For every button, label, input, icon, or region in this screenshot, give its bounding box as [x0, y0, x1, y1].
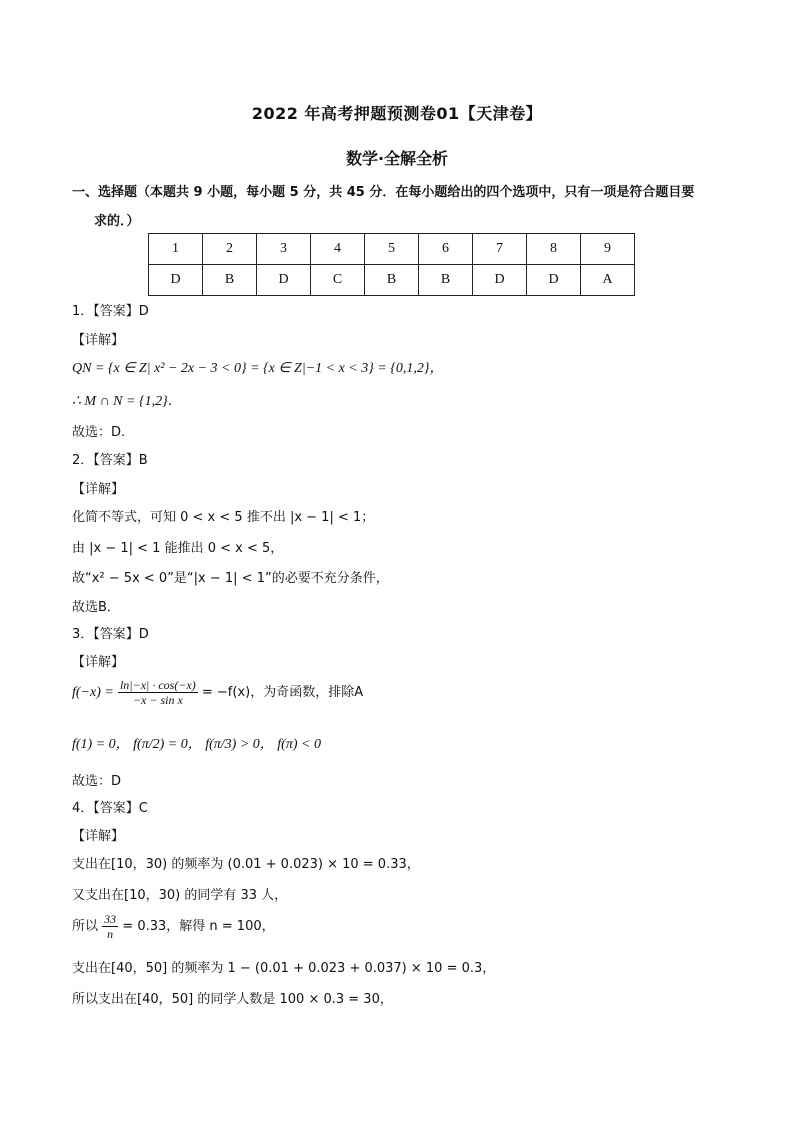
- table-cell: 4: [311, 234, 365, 265]
- q4-answer: 4．【答案】C: [72, 801, 148, 816]
- q3-line-3: 故选：D: [72, 774, 122, 789]
- page-title: 2022 年高考押题预测卷01【天津卷】: [251, 104, 543, 123]
- q2-line-3: 故“x² − 5x < 0”是“|x − 1| < 1”的必要不充分条件，: [72, 571, 389, 586]
- answer-table-answers-row: [149, 265, 635, 296]
- q4-fraction-numerator: 33: [104, 912, 117, 926]
- q3-fraction-denominator: −x − sin x: [132, 693, 183, 707]
- section-line-1: 一、选择题（本题共 9 小题，每小题 5 分，共 45 分．在每小题给出的四个选项中，只有一项是符合题目要: [72, 185, 695, 200]
- table-cell: D: [257, 265, 311, 296]
- q3-answer: 3．【答案】D: [72, 627, 149, 642]
- table-cell: 1: [149, 234, 203, 265]
- table-cell: B: [203, 265, 257, 296]
- q2-line-1: 化简不等式，可知 0 < x < 5 推不出 |x − 1| < 1；: [72, 510, 375, 525]
- q2-line-2: 由 |x − 1| < 1 能推出 0 < x < 5，: [72, 541, 284, 556]
- answer-table-numbers-row: [149, 234, 635, 265]
- q3-fraction: [118, 678, 198, 707]
- q1-line-1: QN = {x ∈ Z| x² − 2x − 3 < 0} = {x ∈ Z|−1 < x < 3} = {0,1,2}，: [72, 361, 444, 376]
- q1-answer: 1．【答案】D: [72, 304, 149, 319]
- q3-formula-right: = −f(x)，为奇函数，排除A: [201, 685, 364, 700]
- q1-line-2: ∴ M ∩ N = {1,2}．: [72, 394, 182, 409]
- table-cell: 7: [473, 234, 527, 265]
- q4-detail-label: 【详解】: [72, 829, 125, 844]
- q1-detail-label: 【详解】: [72, 333, 125, 348]
- q4-line-1: 支出在[10，30) 的频率为 (0.01 + 0.023) × 10 = 0.33，: [72, 857, 420, 872]
- page-subtitle: 数学·全解全析: [345, 149, 449, 168]
- table-cell: 8: [527, 234, 581, 265]
- table-cell: C: [311, 265, 365, 296]
- q2-line-4: 故选B．: [72, 600, 120, 615]
- q2-detail-label: 【详解】: [72, 482, 125, 497]
- q4-line-3-prefix: 所以: [72, 919, 99, 934]
- q4-line-2: 又支出在[10，30) 的同学有 33 人，: [72, 888, 288, 903]
- table-cell: A: [581, 265, 635, 296]
- q4-line-4: 支出在[40，50] 的频率为 1 − (0.01 + 0.023 + 0.037) × 10 = 0.3，: [72, 961, 496, 976]
- table-cell: 5: [365, 234, 419, 265]
- q4-fraction: [102, 912, 118, 941]
- answer-table: [148, 233, 635, 296]
- q3-detail-label: 【详解】: [72, 655, 125, 670]
- table-cell: 2: [203, 234, 257, 265]
- q4-line-3: [72, 912, 275, 941]
- table-cell: 6: [419, 234, 473, 265]
- table-cell: 9: [581, 234, 635, 265]
- table-cell: 3: [257, 234, 311, 265]
- table-cell: B: [419, 265, 473, 296]
- table-cell: B: [365, 265, 419, 296]
- section-line-2: 求的．）: [94, 214, 140, 229]
- q4-line-5: 所以支出在[40，50] 的同学人数是 100 × 0.3 = 30，: [72, 992, 393, 1007]
- table-cell: D: [473, 265, 527, 296]
- q1-line-3: 故选：D.: [72, 425, 126, 440]
- q3-formula: [72, 678, 363, 707]
- q2-answer: 2．【答案】B: [72, 453, 148, 468]
- table-cell: D: [149, 265, 203, 296]
- table-cell: D: [527, 265, 581, 296]
- q4-fraction-denominator: n: [107, 927, 114, 941]
- q3-formula-left: f(−x) =: [72, 685, 114, 700]
- q3-line-2: f(1) = 0， f(π/2) = 0， f(π/3) > 0， f(π) < 0: [72, 737, 321, 752]
- q3-fraction-numerator: ln|−x| · cos(−x): [119, 678, 196, 692]
- section-heading: [72, 178, 732, 236]
- q4-line-3-suffix: = 0.33，解得 n = 100，: [122, 919, 275, 934]
